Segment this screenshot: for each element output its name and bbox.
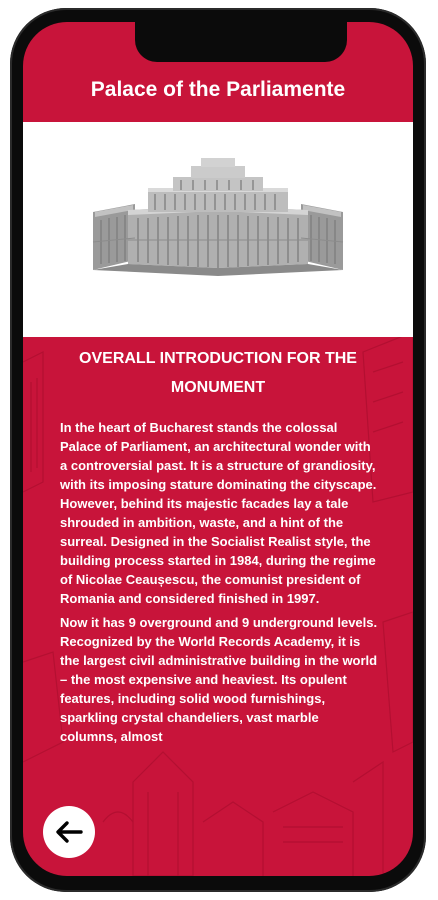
monument-image-panel [23,122,413,337]
back-button[interactable] [43,806,95,858]
phone-notch [135,22,347,62]
arrow-left-icon [54,820,84,844]
monument-description[interactable] [60,418,378,792]
app-screen [23,22,413,876]
palace-building-illustration [23,122,413,337]
description-paragraph: Now it has 9 overground and 9 underground levels. Recognized by the World Records Academy, it is the largest civil administrative building in the world – the most expensive and heaviest. Its opulent features, including solid wood furnishings, sparkling crystal chandeliers, vast marble columns, almost [60,615,378,744]
section-heading: OVERALL INTRODUCTION FOR THE MONUMENT [79,350,357,396]
description-paragraph: In the heart of Bucharest stands the colossal Palace of Parliament, an architectural wonder with a controversial past. It is a structure of grandiosity, with its imposing stature dominating the cityscape. However, behind its majestic facades lay a tale shrouded in ambition, waste, and a hint of the surreal. Designed in the Socialist Realist style, the building process started in 1984, during the regime of Nicolae Ceaușescu, the comunist president of Romania and considered finished in 1997. [60,420,377,606]
page-title: Palace of the Parliamente [90,78,346,101]
